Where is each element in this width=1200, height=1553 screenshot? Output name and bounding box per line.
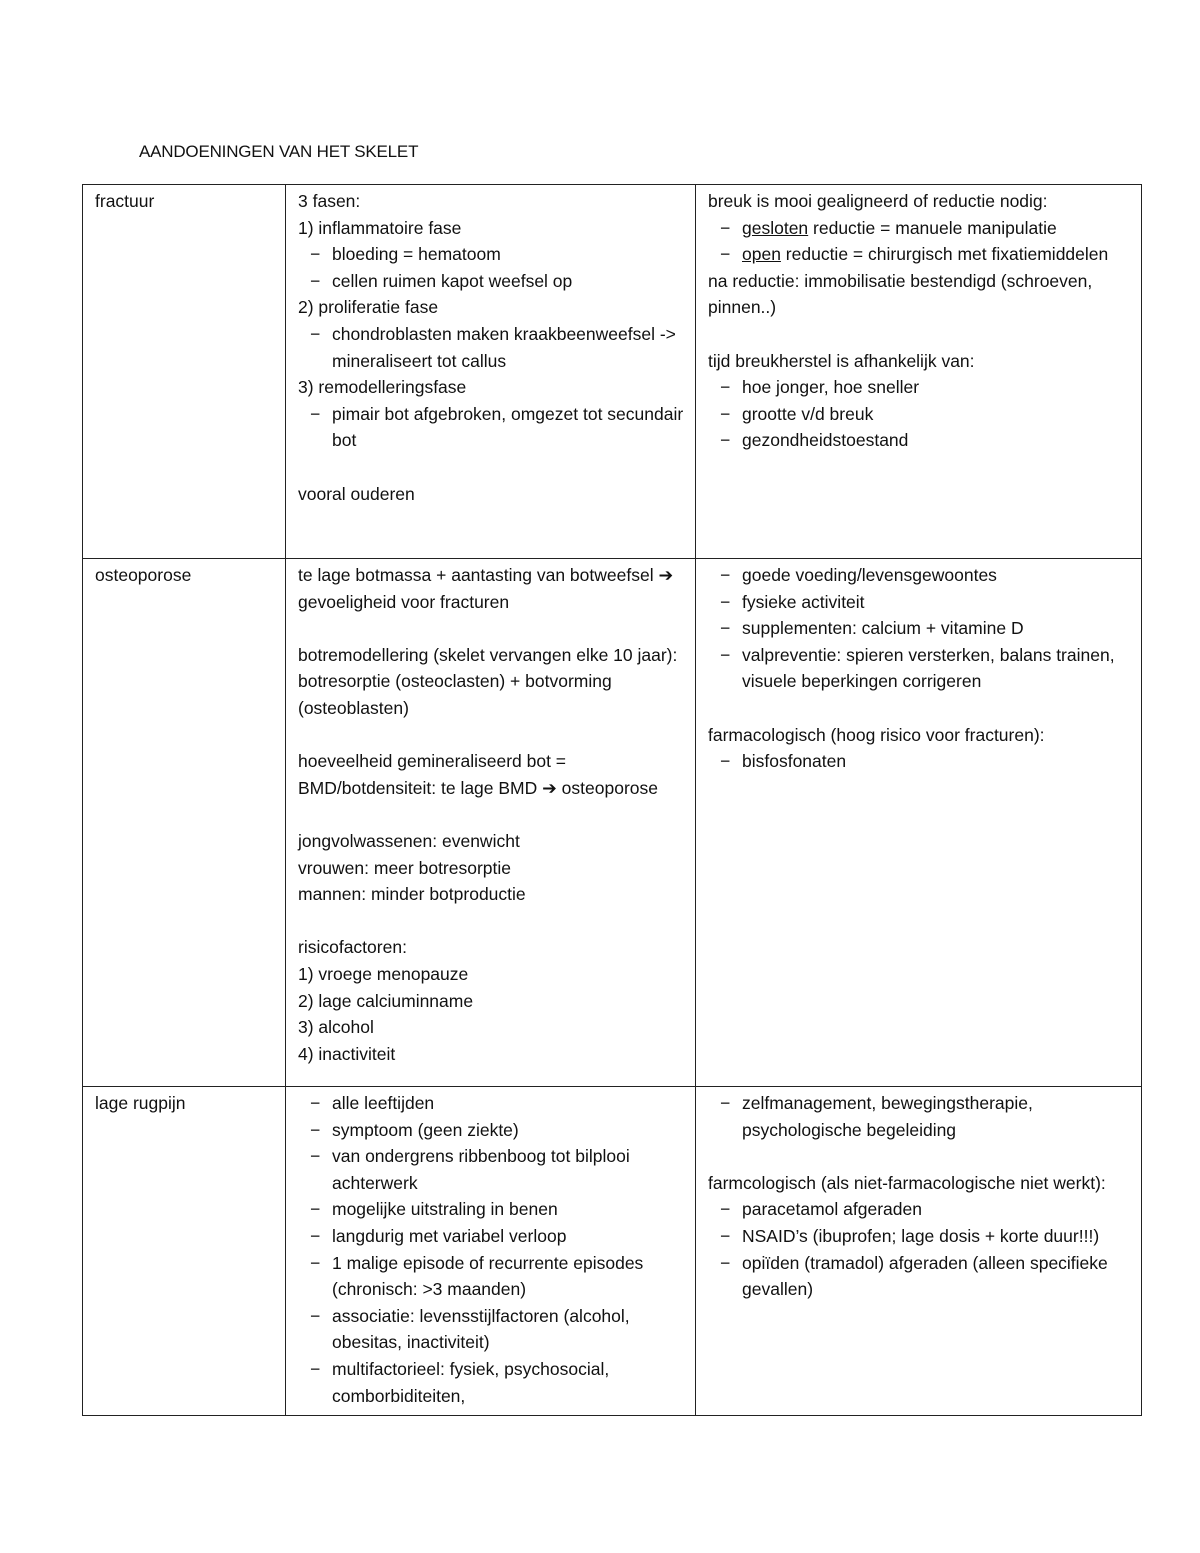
list-item-text: cellen ruimen kapot weefsel op: [332, 270, 573, 291]
dash-bullet-icon: −: [720, 377, 731, 398]
list-item: [298, 1223, 687, 1250]
list-item-text: gezondheidstoestand: [742, 430, 909, 451]
list-item-text: mogelijke uitstraling in benen: [332, 1199, 558, 1220]
dash-bullet-icon: −: [310, 1119, 321, 1140]
condition-cell: [83, 559, 286, 1087]
underlined-term: gesloten: [742, 217, 809, 238]
text-line: mannen: minder botproductie: [298, 884, 526, 905]
list-item-text: fysieke activiteit: [742, 591, 865, 612]
dash-bullet-icon: −: [310, 1252, 321, 1273]
blank-line: [708, 1143, 1133, 1170]
list-item: [298, 321, 687, 374]
list-item: [708, 589, 1133, 616]
list-item-text: symptoom (geen ziekte): [332, 1119, 519, 1140]
dash-bullet-icon: −: [720, 244, 731, 265]
underlined-term: open: [742, 244, 781, 265]
list-item: [298, 241, 687, 268]
description-cell: [286, 1087, 696, 1416]
blank-line: [298, 722, 687, 749]
dash-bullet-icon: −: [310, 1199, 321, 1220]
text-line: 3) remodelleringsfase: [298, 377, 467, 398]
text-line: 3 fasen:: [298, 191, 361, 211]
condition-name: fractuur: [95, 191, 155, 211]
list-item: [298, 1356, 687, 1409]
list-item-text: alle leeftijden: [332, 1093, 435, 1113]
list-item: [298, 268, 687, 295]
description-cell: [286, 185, 696, 559]
dash-bullet-icon: −: [720, 644, 731, 665]
treatment-cell: [696, 1087, 1142, 1416]
dash-bullet-icon: −: [720, 565, 731, 585]
list-item-text: langdurig met variabel verloop: [332, 1225, 567, 1246]
dash-bullet-icon: −: [310, 270, 321, 291]
text-line: 2) proliferatie fase: [298, 297, 439, 318]
list-item: [708, 615, 1133, 642]
treatment-cell: [696, 185, 1142, 559]
dash-bullet-icon: −: [310, 1146, 321, 1167]
list-item: [298, 1250, 687, 1303]
list-item-text: paracetamol afgeraden: [742, 1199, 922, 1220]
text-line: 4) inactiviteit: [298, 1043, 396, 1064]
table-row-osteoporose: [83, 559, 1142, 1087]
text-line: breuk is mooi gealigneerd of reductie nodig:: [708, 191, 1048, 211]
condition-name: lage rugpijn: [95, 1093, 186, 1113]
blank-line: [708, 695, 1133, 722]
text-line: farmacologisch (hoog risico voor fracturen):: [708, 724, 1045, 745]
dash-bullet-icon: −: [720, 1252, 731, 1273]
dash-bullet-icon: −: [310, 1093, 321, 1113]
dash-bullet-icon: −: [720, 430, 731, 451]
dash-bullet-icon: −: [720, 618, 731, 639]
conditions-table: [82, 184, 1142, 1416]
blank-line: [298, 801, 687, 828]
list-item-text: pimair bot afgebroken, omgezet tot secundair bot: [332, 403, 684, 451]
list-item: [708, 1196, 1133, 1223]
list-item: [298, 401, 687, 454]
table-row-lage-rugpijn: [83, 1087, 1142, 1416]
text-line: vrouwen: meer botresorptie: [298, 857, 512, 878]
list-item: [708, 1090, 1133, 1143]
list-item: [298, 1196, 687, 1223]
text-line: vooral ouderen: [298, 483, 415, 504]
condition-cell: [83, 1087, 286, 1416]
document-title: AANDOENINGEN VAN HET SKELET: [139, 142, 419, 161]
list-item: [298, 1117, 687, 1144]
list-item-text: bloeding = hematoom: [332, 244, 501, 265]
list-item-text: [742, 215, 1133, 242]
text-line: farmcologisch (als niet-farmacologische niet werkt):: [708, 1172, 1106, 1193]
dash-bullet-icon: −: [720, 403, 731, 424]
list-item: [298, 1090, 687, 1117]
list-item: [708, 401, 1133, 428]
text-line: 3) alcohol: [298, 1017, 374, 1038]
text-line: hoeveelheid gemineraliseerd bot = BMD/botdensiteit: te lage BMD ➔ osteoporose: [298, 751, 658, 798]
list-item: [708, 748, 1133, 775]
dash-bullet-icon: −: [310, 323, 321, 344]
condition-cell: [83, 185, 286, 559]
dash-bullet-icon: −: [720, 1199, 731, 1220]
blank-line: [708, 321, 1133, 348]
dash-bullet-icon: −: [310, 244, 321, 265]
list-item: [708, 427, 1133, 454]
treatment-cell: [696, 559, 1142, 1087]
dash-bullet-icon: −: [310, 1305, 321, 1326]
list-item-text: supplementen: calcium + vitamine D: [742, 618, 1024, 639]
dash-bullet-icon: −: [310, 1225, 321, 1246]
table-row-fractuur: [83, 185, 1142, 559]
list-item-rest: reductie = manuele manipulatie: [808, 217, 1057, 238]
list-item: [708, 241, 1133, 268]
text-line: 2) lage calciuminname: [298, 990, 474, 1011]
list-item: [708, 215, 1133, 242]
list-item-text: chondroblasten maken kraakbeenweefsel -> mineraliseert tot callus: [332, 323, 676, 371]
list-item-text: 1 malige episode of recurrente episodes (chronisch: >3 maanden): [332, 1252, 644, 1300]
text-line: te lage botmassa + aantasting van botweefsel ➔ gevoeligheid voor fracturen: [298, 565, 674, 612]
text-line: 1) vroege menopauze: [298, 963, 469, 984]
dash-bullet-icon: −: [720, 1093, 731, 1113]
list-item-text: [742, 241, 1133, 268]
list-item: [708, 562, 1133, 589]
text-line: tijd breukherstel is afhankelijk van:: [708, 350, 975, 371]
description-cell: [286, 559, 696, 1087]
list-item-text: goede voeding/levensgewoontes: [742, 565, 997, 585]
list-item-text: grootte v/d breuk: [742, 403, 874, 424]
list-item: [708, 1223, 1133, 1250]
dash-bullet-icon: −: [720, 217, 731, 238]
dash-bullet-icon: −: [720, 751, 731, 772]
list-item-text: associatie: levensstijlfactoren (alcohol, obesitas, inactiviteit): [332, 1305, 630, 1353]
list-item: [708, 642, 1133, 695]
dash-bullet-icon: −: [720, 1225, 731, 1246]
list-item: [298, 1143, 687, 1196]
list-item-text: multifactorieel: fysiek, psychosocial, comborbiditeiten,: [332, 1358, 610, 1406]
list-item-text: bisfosfonaten: [742, 751, 847, 772]
blank-line: [298, 908, 687, 935]
dash-bullet-icon: −: [310, 403, 321, 424]
list-item-text: zelfmanagement, bewegingstherapie, psychologische begeleiding: [742, 1093, 1033, 1140]
list-item-text: opiïden (tramadol) afgeraden (alleen specifieke gevallen): [742, 1252, 1108, 1300]
blank-line: [298, 454, 687, 481]
text-line: 1) inflammatoire fase: [298, 217, 462, 238]
condition-name: osteoporose: [95, 565, 192, 585]
list-item: [708, 374, 1133, 401]
text-line: na reductie: immobilisatie bestendigd (schroeven, pinnen..): [708, 270, 1093, 318]
list-item-rest: reductie = chirurgisch met fixatiemiddelen: [780, 244, 1109, 265]
dash-bullet-icon: −: [720, 591, 731, 612]
text-line: risicofactoren:: [298, 937, 407, 958]
dash-bullet-icon: −: [310, 1358, 321, 1379]
list-item-text: valpreventie: spieren versterken, balans trainen, visuele beperkingen corrigeren: [742, 644, 1115, 692]
list-item-text: NSAID’s (ibuprofen; lage dosis + korte duur!!!): [742, 1225, 1100, 1246]
list-item: [708, 1250, 1133, 1303]
list-item: [298, 1303, 687, 1356]
text-line: jongvolwassenen: evenwicht: [298, 830, 520, 851]
list-item-text: hoe jonger, hoe sneller: [742, 377, 920, 398]
list-item-text: van ondergrens ribbenboog tot bilplooi achterwerk: [332, 1146, 630, 1193]
blank-line: [298, 615, 687, 642]
text-line: botremodellering (skelet vervangen elke 10 jaar): botresorptie (osteoclasten) + botvorming (osteoblasten): [298, 644, 678, 718]
